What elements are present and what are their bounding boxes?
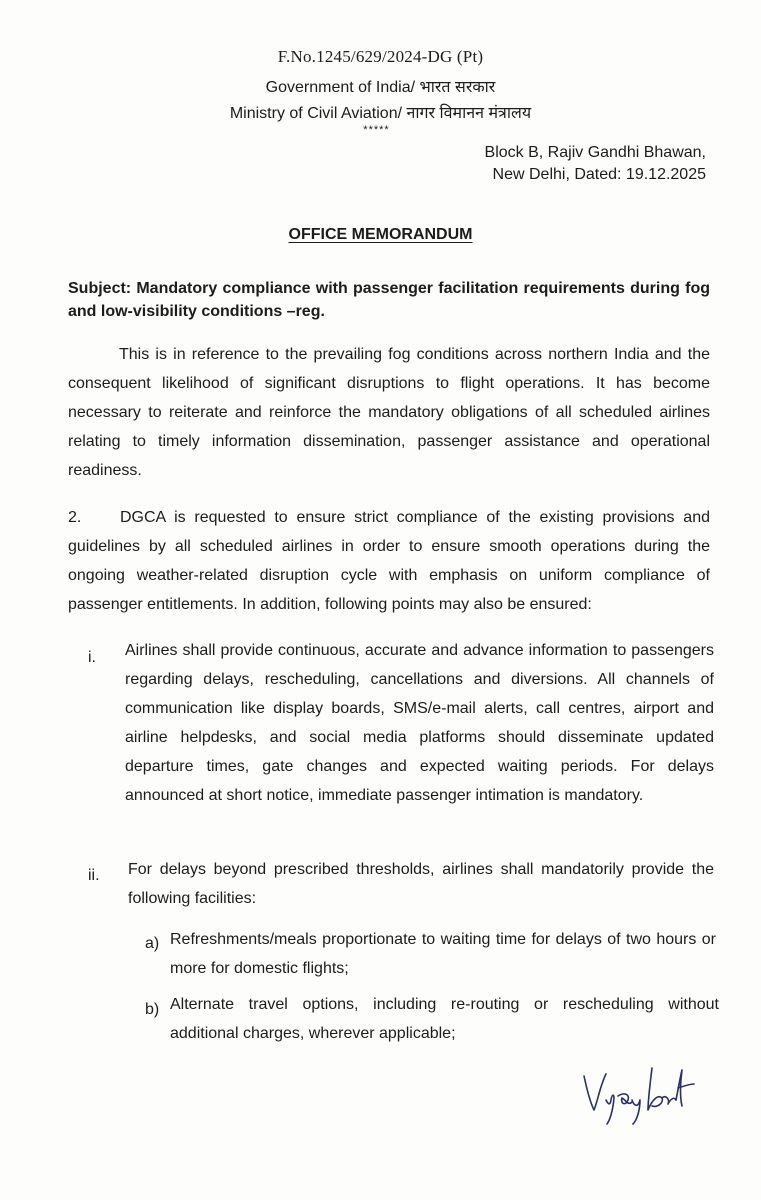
subpoint-a-marker: a) <box>145 935 160 952</box>
subject-line: Subject: Mandatory compliance with passenger facilitation requirements during fog and low-visibility conditions –reg. <box>68 280 710 320</box>
point-i-marker: i. <box>88 649 96 666</box>
paragraph-1: This is in reference to the prevailing fog conditions across northern India and the consequent likelihood of significant disruptions to flight operations. It has become necessary to reiterate and reinforce the mandatory obligations of all scheduled airlines relating to timely information dissemination, passenger assistance and operational readiness. <box>68 346 710 479</box>
address-line-1: Block B, Rajiv Gandhi Bhawan, <box>484 144 706 161</box>
header-separator: ***** <box>363 124 390 136</box>
point-i-text: Airlines shall provide continuous, accurate and advance information to passengers regarding delays, rescheduling, cancellations and diversions. All channels of communication like display boards, SMS/e-mail alerts, call centres, airport and airline helpdesks, and social media platforms should disseminate updated departure times, gate changes and expected waiting periods. For delays announced at short notice, immediate passenger intimation is mandatory. <box>125 642 714 804</box>
subpoint-a-text: Refreshments/meals proportionate to waiting time for delays of two hours or more for domestic flights; <box>170 931 716 977</box>
address-line-2: New Delhi, Dated: 19.12.2025 <box>492 166 706 183</box>
subpoint-b-text: Alternate travel options, including re-routing or rescheduling without additional charges, wherever applicable; <box>170 996 719 1042</box>
point-ii-marker: ii. <box>88 867 100 884</box>
paragraph-2-text: DGCA is requested to ensure strict compliance of the existing provisions and guidelines by all scheduled airlines in order to ensure smooth operations during the ongoing weather-related disruption cycle with emphasis on uniform compliance of passenger entitlements. In addition, following points may also be ensured: <box>68 509 710 613</box>
paragraph-2 <box>68 503 710 619</box>
subpoint-b-marker: b) <box>145 1001 160 1018</box>
signature <box>570 1060 700 1130</box>
memo-title: OFFICE MEMORANDUM <box>288 226 473 243</box>
ministry-line: Ministry of Civil Aviation/ नागर विमानन मंत्रालय <box>229 105 532 122</box>
government-line: Government of India/ भारत सरकार <box>265 79 496 96</box>
point-ii-text: For delays beyond prescribed thresholds, airlines shall mandatorily provide the following facilities: <box>128 861 714 907</box>
file-number: F.No.1245/629/2024-DG (Pt) <box>277 47 484 66</box>
paragraph-2-number: 2. <box>68 509 82 526</box>
address-block <box>485 142 706 186</box>
